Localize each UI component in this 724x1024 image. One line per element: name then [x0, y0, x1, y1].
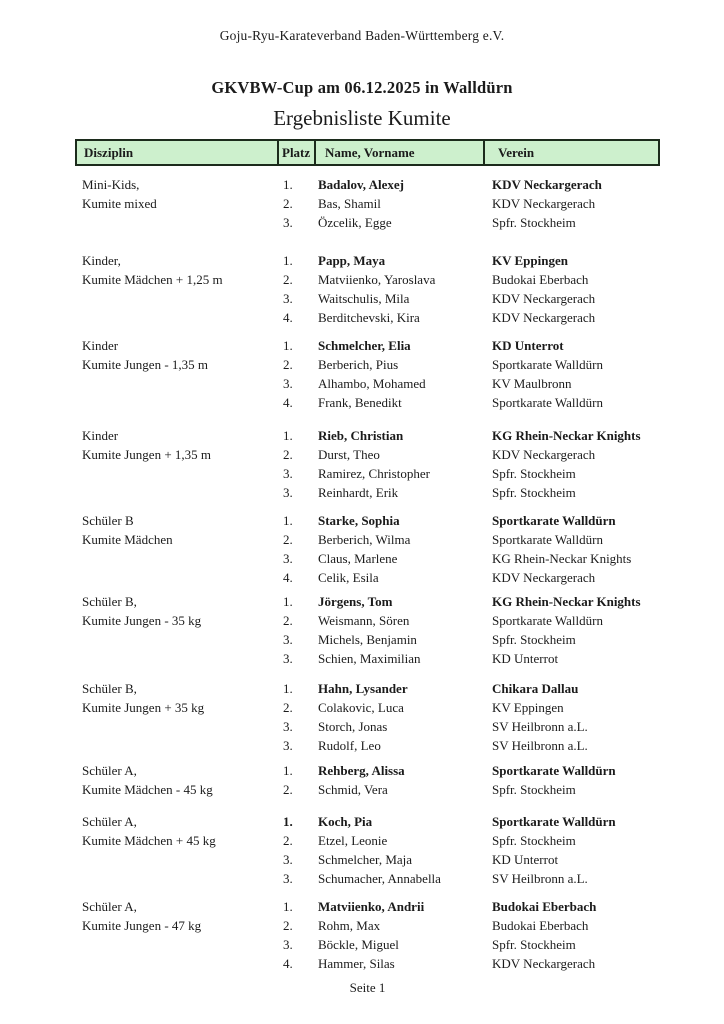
name-cell: Koch, Pia — [318, 814, 373, 829]
name-cell: Durst, Theo — [318, 447, 380, 462]
name-cell: Claus, Marlene — [318, 551, 398, 566]
platz-cell: 3. — [283, 738, 293, 753]
result-group — [75, 426, 660, 502]
verein-cell: Spfr. Stockheim — [492, 466, 576, 481]
verein-cell: SV Heilbronn a.L. — [492, 719, 588, 734]
name-cell: Schmid, Vera — [318, 782, 388, 797]
results-table-header — [75, 139, 660, 166]
platz-cell: 2. — [283, 272, 293, 287]
discipline-line: Kumite Jungen - 47 kg — [82, 918, 202, 933]
discipline-line: Kinder, — [82, 253, 121, 268]
discipline-label — [75, 897, 275, 973]
platz-cell: 1. — [283, 428, 293, 443]
platz-cell: 2. — [283, 196, 293, 211]
platz-cell: 1. — [283, 899, 293, 914]
platz-cell: 1. — [283, 763, 293, 778]
verein-cell: KDV Neckargerach — [492, 177, 602, 192]
discipline-line: Mini-Kids, — [82, 177, 140, 192]
page-number: Seite 1 — [349, 980, 386, 995]
results-groups — [75, 175, 660, 973]
discipline-label — [75, 812, 275, 888]
result-group — [75, 761, 660, 799]
name-cell: Özcelik, Egge — [318, 215, 392, 230]
name-cell: Schmelcher, Elia — [318, 338, 411, 353]
verein-cell: KDV Neckargerach — [492, 310, 596, 325]
page-title: Ergebnisliste Kumite — [273, 106, 451, 130]
verein-cell: Budokai Eberbach — [492, 899, 597, 914]
header-verein: Verein — [483, 141, 662, 164]
discipline-line: Kinder — [82, 338, 119, 353]
name-cell: Berberich, Pius — [318, 357, 399, 372]
discipline-line: Kumite Mädchen - 45 kg — [82, 782, 213, 797]
discipline-line: Kumite mixed — [82, 196, 157, 211]
name-cell: Rohm, Max — [318, 918, 381, 933]
discipline-line: Kumite Jungen - 1,35 m — [82, 357, 209, 372]
result-group — [75, 511, 660, 587]
name-cell: Storch, Jonas — [318, 719, 388, 734]
name-cell: Colakovic, Luca — [318, 700, 404, 715]
verein-cell: Sportkarate Walldürn — [492, 763, 616, 778]
result-group — [75, 679, 660, 755]
verein-cell: Budokai Eberbach — [492, 918, 589, 933]
verein-cell: KD Unterrot — [492, 852, 559, 867]
discipline-line: Kumite Jungen - 35 kg — [82, 613, 202, 628]
name-cell: Papp, Maya — [318, 253, 386, 268]
discipline-line: Schüler A, — [82, 763, 137, 778]
name-cell: Matviienko, Andrii — [318, 899, 425, 914]
name-cell: Schumacher, Annabella — [318, 871, 441, 886]
platz-cell: 3. — [283, 376, 293, 391]
verein-cell: Sportkarate Walldürn — [492, 513, 616, 528]
platz-cell: 1. — [283, 814, 293, 829]
name-cell: Matviienko, Yaroslava — [318, 272, 436, 287]
platz-cell: 1. — [283, 177, 293, 192]
platz-cell: 2. — [283, 357, 293, 372]
result-group — [75, 812, 660, 888]
platz-cell: 3. — [283, 719, 293, 734]
platz-cell: 2. — [283, 833, 293, 848]
name-cell: Berberich, Wilma — [318, 532, 411, 547]
platz-cell: 3. — [283, 291, 293, 306]
platz-cell: 2. — [283, 532, 293, 547]
verein-cell: KDV Neckargerach — [492, 570, 596, 585]
discipline-label — [75, 761, 275, 799]
name-cell: Rehberg, Alissa — [318, 763, 405, 778]
discipline-line: Kumite Mädchen + 45 kg — [82, 833, 216, 848]
platz-cell: 3. — [283, 871, 293, 886]
verein-cell: KG Rhein-Neckar Knights — [492, 428, 641, 443]
discipline-line: Schüler B, — [82, 681, 137, 696]
platz-cell: 3. — [283, 551, 293, 566]
verein-cell: SV Heilbronn a.L. — [492, 871, 588, 886]
name-cell: Berditchevski, Kira — [318, 310, 420, 325]
discipline-label — [75, 336, 275, 412]
platz-cell: 4. — [283, 395, 293, 410]
verein-cell: Spfr. Stockheim — [492, 632, 576, 647]
verein-cell: Sportkarate Walldürn — [492, 357, 603, 372]
name-cell: Celik, Esila — [318, 570, 379, 585]
platz-cell: 3. — [283, 485, 293, 500]
discipline-line: Schüler B — [82, 513, 134, 528]
platz-cell: 2. — [283, 700, 293, 715]
platz-cell: 2. — [283, 918, 293, 933]
name-cell: Frank, Benedikt — [318, 395, 402, 410]
discipline-line: Schüler B, — [82, 594, 137, 609]
results-content — [75, 139, 660, 973]
header-disziplin: Disziplin — [84, 144, 134, 160]
verein-cell: KV Eppingen — [492, 253, 568, 268]
platz-cell: 2. — [283, 447, 293, 462]
platz-cell: 4. — [283, 956, 293, 971]
discipline-label — [75, 251, 275, 327]
result-group — [75, 897, 660, 973]
verein-cell: Spfr. Stockheim — [492, 833, 576, 848]
verein-cell: Spfr. Stockheim — [492, 215, 576, 230]
verein-cell: Spfr. Stockheim — [492, 485, 576, 500]
header-platz: Platz — [277, 141, 314, 164]
name-cell: Böckle, Miguel — [318, 937, 399, 952]
verein-cell: Sportkarate Walldürn — [492, 532, 603, 547]
verein-cell: Sportkarate Walldürn — [492, 814, 616, 829]
platz-cell: 3. — [283, 651, 293, 666]
platz-cell: 3. — [283, 937, 293, 952]
discipline-label — [75, 679, 275, 755]
event-title: GKVBW-Cup am 06.12.2025 in Walldürn — [211, 78, 513, 97]
name-cell: Reinhardt, Erik — [318, 485, 399, 500]
verein-cell: KD Unterrot — [492, 651, 559, 666]
verein-cell: Sportkarate Walldürn — [492, 395, 603, 410]
name-cell: Bas, Shamil — [318, 196, 381, 211]
result-group — [75, 251, 660, 327]
verein-cell: KD Unterrot — [492, 338, 564, 353]
discipline-line: Kumite Jungen + 1,35 m — [82, 447, 212, 462]
name-cell: Waitschulis, Mila — [318, 291, 410, 306]
verein-cell: Sportkarate Walldürn — [492, 613, 603, 628]
platz-cell: 2. — [283, 782, 293, 797]
header-name-vorname: Name, Vorname — [314, 141, 483, 164]
discipline-line: Schüler A, — [82, 814, 137, 829]
platz-cell: 2. — [283, 613, 293, 628]
organization-name: Goju-Ryu-Karateverband Baden-Württemberg e.V. — [219, 28, 505, 43]
verein-cell: Chikara Dallau — [492, 681, 579, 696]
name-cell: Rieb, Christian — [318, 428, 404, 443]
discipline-label — [75, 511, 275, 587]
platz-cell: 3. — [283, 632, 293, 647]
verein-cell: KDV Neckargerach — [492, 956, 596, 971]
discipline-label — [75, 426, 275, 502]
platz-cell: 3. — [283, 215, 293, 230]
verein-cell: KG Rhein-Neckar Knights — [492, 551, 632, 566]
name-cell: Etzel, Leonie — [318, 833, 388, 848]
platz-cell: 1. — [283, 681, 293, 696]
verein-cell: KDV Neckargerach — [492, 196, 596, 211]
verein-cell: Budokai Eberbach — [492, 272, 589, 287]
name-cell: Rudolf, Leo — [318, 738, 381, 753]
verein-cell: Spfr. Stockheim — [492, 782, 576, 797]
name-cell: Starke, Sophia — [318, 513, 400, 528]
platz-cell: 1. — [283, 338, 293, 353]
name-cell: Badalov, Alexej — [318, 177, 404, 192]
platz-cell: 1. — [283, 513, 293, 528]
result-group — [75, 175, 660, 232]
verein-cell: Spfr. Stockheim — [492, 937, 576, 952]
name-cell: Michels, Benjamin — [318, 632, 417, 647]
platz-cell: 3. — [283, 852, 293, 867]
name-cell: Hahn, Lysander — [318, 681, 408, 696]
result-group — [75, 592, 660, 668]
name-cell: Schien, Maximilian — [318, 651, 421, 666]
discipline-label — [75, 592, 275, 668]
discipline-line: Kumite Mädchen + 1,25 m — [82, 272, 223, 287]
platz-cell: 1. — [283, 594, 293, 609]
name-cell: Hammer, Silas — [318, 956, 395, 971]
verein-cell: KDV Neckargerach — [492, 291, 596, 306]
discipline-label — [75, 175, 275, 232]
verein-cell: SV Heilbronn a.L. — [492, 738, 588, 753]
discipline-line: Schüler A, — [82, 899, 137, 914]
verein-cell: KDV Neckargerach — [492, 447, 596, 462]
platz-cell: 1. — [283, 253, 293, 268]
platz-cell: 3. — [283, 466, 293, 481]
discipline-line: Kinder — [82, 428, 119, 443]
discipline-line: Kumite Jungen + 35 kg — [82, 700, 205, 715]
platz-cell: 4. — [283, 570, 293, 585]
name-cell: Weismann, Sören — [318, 613, 410, 628]
platz-cell: 4. — [283, 310, 293, 325]
discipline-line: Kumite Mädchen — [82, 532, 173, 547]
verein-cell: KV Maulbronn — [492, 376, 572, 391]
result-group — [75, 336, 660, 412]
verein-cell: KG Rhein-Neckar Knights — [492, 594, 641, 609]
name-cell: Schmelcher, Maja — [318, 852, 413, 867]
verein-cell: KV Eppingen — [492, 700, 564, 715]
name-cell: Alhambo, Mohamed — [318, 376, 426, 391]
name-cell: Ramirez, Christopher — [318, 466, 430, 481]
name-cell: Jörgens, Tom — [318, 594, 393, 609]
